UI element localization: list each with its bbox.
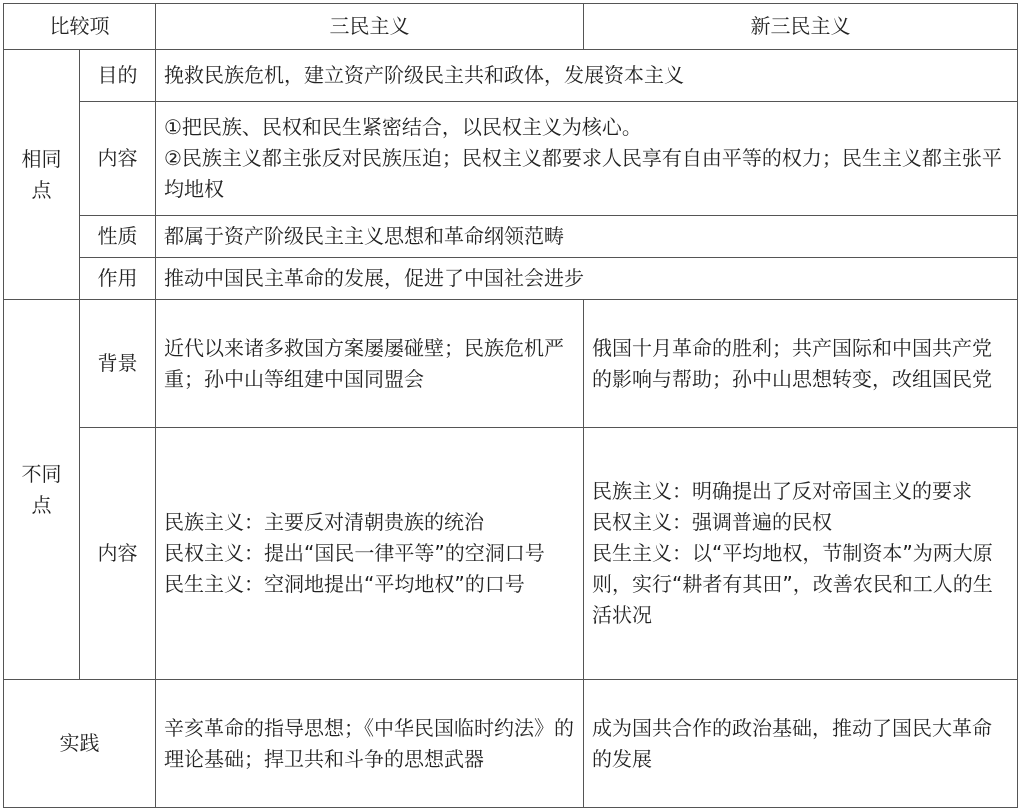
row-practice (4, 680, 1018, 808)
row-effect (4, 258, 1018, 300)
diff-content-old (156, 428, 584, 680)
same-points-label: 相同点 (4, 50, 80, 300)
new-nationalism: 民族主义：明确提出了反对帝国主义的要求 (592, 479, 972, 503)
background-new-text: 俄国十月革命的胜利；共产国际和中国共产党的影响与帮助；孙中山思想转变，改组国民党 (584, 300, 1018, 428)
same-content-text (156, 102, 1018, 216)
same-content-line-1: ①把民族、民权和民生紧密结合，以民权主义为核心。 (164, 115, 642, 139)
old-nationalism: 民族主义：主要反对清朝贵族的统治 (164, 510, 484, 534)
header-new-sanmin: 新三民主义 (584, 4, 1018, 50)
comparison-table (3, 3, 1018, 808)
row-background (4, 300, 1018, 428)
row-diff-content (4, 428, 1018, 680)
row-purpose (4, 50, 1018, 102)
diff-points-label: 不同点 (4, 300, 80, 680)
nature-label: 性质 (80, 216, 156, 258)
same-content-label: 内容 (80, 102, 156, 216)
new-democracy: 民权主义：强调普遍的民权 (592, 510, 832, 534)
header-compare-item: 比较项 (4, 4, 156, 50)
diff-content-new (584, 428, 1018, 680)
row-nature (4, 216, 1018, 258)
practice-new-text: 成为国共合作的政治基础，推动了国民大革命的发展 (584, 680, 1018, 808)
header-sanmin: 三民主义 (156, 4, 584, 50)
effect-label: 作用 (80, 258, 156, 300)
same-content-line-2: ②民族主义都主张反对民族压迫；民权主义都要求人民享有自由平等的权力；民生主义都主张平均地权 (164, 146, 1002, 201)
header-row (4, 4, 1018, 50)
diff-content-label: 内容 (80, 428, 156, 680)
practice-old-text: 辛亥革命的指导思想；《中华民国临时约法》的理论基础；捍卫共和斗争的思想武器 (156, 680, 584, 808)
old-livelihood: 民生主义：空洞地提出“平均地权”的口号 (164, 572, 525, 596)
nature-text: 都属于资产阶级民主主义思想和革命纲领范畴 (156, 216, 1018, 258)
background-label: 背景 (80, 300, 156, 428)
row-same-content (4, 102, 1018, 216)
purpose-text: 挽救民族危机，建立资产阶级民主共和政体，发展资本主义 (156, 50, 1018, 102)
background-old-text: 近代以来诸多救国方案屡屡碰壁；民族危机严重；孙中山等组建中国同盟会 (156, 300, 584, 428)
new-livelihood: 民生主义：以“平均地权，节制资本”为两大原则，实行“耕者有其田”，改善农民和工人的生活状况 (592, 541, 993, 627)
practice-label: 实践 (4, 680, 156, 808)
purpose-label: 目的 (80, 50, 156, 102)
effect-text: 推动中国民主革命的发展，促进了中国社会进步 (156, 258, 1018, 300)
old-democracy: 民权主义：提出“国民一律平等”的空洞口号 (164, 541, 545, 565)
